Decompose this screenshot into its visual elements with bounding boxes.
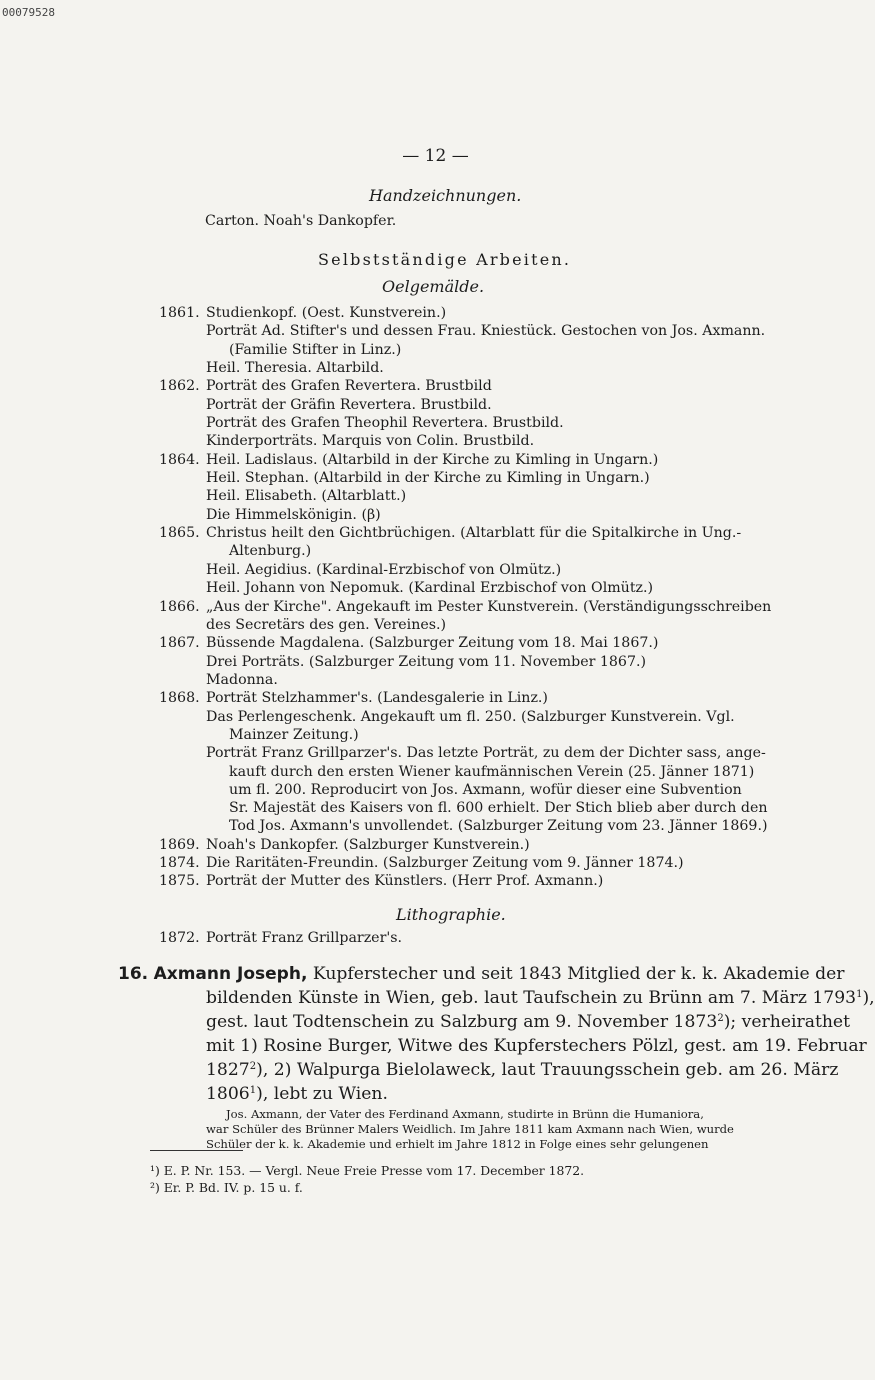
small-text-line: Jos. Axmann, der Vater des Ferdinand Axmann, studirte in Brünn die Humaniora, [226, 1107, 704, 1121]
entry-text: ), [862, 988, 875, 1008]
entry-line: Sr. Majestät des Kaisers von fl. 600 erhielt. Der Stich blieb aber durch den [229, 800, 768, 816]
year-label: 1868. [159, 690, 200, 706]
entry-line: Büssende Magdalena. (Salzburger Zeitung vom 18. Mai 1867.) [206, 635, 659, 651]
entry-line: (Familie Stifter in Linz.) [229, 342, 402, 358]
year-label: 1874. [159, 855, 200, 871]
footnote-ref: 2 [717, 1013, 724, 1024]
entry-number: 16. [118, 964, 149, 984]
archive-stamp: 00079528 [2, 6, 55, 19]
entry-line: Porträt Franz Grillparzer's. [206, 930, 403, 946]
entry-line: Porträt des Grafen Theophil Revertera. Brustbild. [206, 415, 564, 431]
small-text-line: Schüler der k. k. Akademie und erhielt im Jahre 1812 in Folge eines sehr gelungenen [206, 1137, 709, 1151]
year-label: 1866. [159, 599, 200, 615]
entry-line: um fl. 200. Reproducirt von Jos. Axmann, wofür dieser eine Subvention [229, 782, 742, 798]
entry-line: Altenburg.) [229, 543, 312, 559]
entry-text: mit 1) Rosine Burger, Witwe des Kupferstechers Pölzl, gest. am 19. Februar [206, 1036, 867, 1056]
entry-16-line-4 [206, 1035, 867, 1057]
entry-line: Kinderporträts. Marquis von Colin. Brustbild. [206, 433, 535, 449]
entry-line: Heil. Stephan. (Altarbild in der Kirche zu Kimling in Ungarn.) [206, 470, 650, 486]
entry-line: Heil. Ladislaus. (Altarbild in der Kirche zu Kimling in Ungarn.) [206, 452, 659, 468]
entry-16-line-1 [118, 963, 845, 985]
entry-line: Die Himmelskönigin. (β) [206, 507, 381, 523]
year-label: 1875. [159, 873, 200, 889]
entry-line: Porträt der Mutter des Künstlers. (Herr Prof. Axmann.) [206, 873, 604, 889]
year-label: 1867. [159, 635, 200, 651]
entry-line: kauft durch den ersten Wiener kaufmännischen Verein (25. Jänner 1871) [229, 764, 755, 780]
small-text-line: war Schüler des Brünner Malers Weidlich. Im Jahre 1811 kam Axmann nach Wien, wurde [206, 1122, 734, 1136]
entry-line: Madonna. [206, 672, 278, 688]
entry-text: 1827 [206, 1060, 250, 1080]
entry-line: Porträt des Grafen Revertera. Brustbild [206, 378, 492, 394]
entry-line: Heil. Johann von Nepomuk. (Kardinal Erzbischof von Olmütz.) [206, 580, 654, 596]
entry-16-line-6 [206, 1083, 388, 1105]
entry-name: Axmann Joseph, [153, 964, 308, 984]
heading-oelgemaelde: Oelgemälde. [382, 277, 485, 296]
heading-handzeichnungen: Handzeichnungen. [369, 186, 522, 205]
entry-text: Kupferstecher und seit 1843 Mitglied der k. k. Akademie der [312, 964, 845, 984]
entry-text: ); verheirathet [723, 1012, 851, 1032]
page-number: — 12 — [402, 146, 469, 166]
entry-16-line-3 [206, 1011, 850, 1033]
footnote-rule [150, 1150, 243, 1151]
entry-line: Porträt Stelzhammer's. (Landesgalerie in Linz.) [206, 690, 548, 706]
entry-line: Porträt Ad. Stifter's und dessen Frau. Kniestück. Gestochen von Jos. Axmann. [206, 323, 766, 339]
entry-line: Porträt der Gräfin Revertera. Brustbild. [206, 397, 492, 413]
heading-selbststaendige: Selbstständige Arbeiten. [318, 250, 572, 269]
year-label: 1865. [159, 525, 200, 541]
carton-line: Carton. Noah's Dankopfer. [205, 213, 397, 229]
entry-line: Noah's Dankopfer. (Salzburger Kunstverein.) [206, 837, 530, 853]
year-label: 1872. [159, 930, 200, 946]
entry-text: ), 2) Walpurga Bielolaweck, laut Trauungsschein geb. am 26. März [256, 1060, 839, 1080]
footnote-ref: 1 [249, 1085, 257, 1096]
entry-line: „Aus der Kirche". Angekauft im Pester Kunstverein. (Verständigungsschreiben [206, 599, 772, 615]
footnote-ref: 1 [856, 989, 863, 1000]
entry-line: Mainzer Zeitung.) [229, 727, 359, 743]
heading-lithographie: Lithographie. [396, 905, 506, 924]
year-label: 1861. [159, 305, 200, 321]
entry-text: ), lebt zu Wien. [256, 1084, 388, 1104]
entry-16-line-2 [206, 987, 875, 1009]
entry-line: des Secretärs des gen. Vereines.) [206, 617, 447, 633]
entry-line: Tod Jos. Axmann's unvollendet. (Salzburger Zeitung vom 23. Jänner 1869.) [229, 818, 768, 834]
entry-text: bildenden Künste in Wien, geb. laut Taufschein zu Brünn am 7. März 1793 [206, 988, 857, 1008]
entry-line: Studienkopf. (Oest. Kunstverein.) [206, 305, 447, 321]
year-label: 1864. [159, 452, 200, 468]
entry-line: Die Raritäten-Freundin. (Salzburger Zeitung vom 9. Jänner 1874.) [206, 855, 684, 871]
entry-line: Heil. Theresia. Altarbild. [206, 360, 384, 376]
entry-line: Porträt Franz Grillparzer's. Das letzte Porträt, zu dem der Dichter sass, ange- [206, 745, 766, 761]
footnote: ¹) E. P. Nr. 153. — Vergl. Neue Freie Presse vom 17. December 1872. [150, 1163, 585, 1178]
entry-line: Heil. Elisabeth. (Altarblatt.) [206, 488, 407, 504]
entry-line: Christus heilt den Gichtbrüchigen. (Altarblatt für die Spitalkirche in Ung.- [206, 525, 742, 541]
entry-line: Heil. Aegidius. (Kardinal-Erzbischof von Olmütz.) [206, 562, 562, 578]
entry-text: gest. laut Todtenschein zu Salzburg am 9. November 1873 [206, 1012, 718, 1032]
entry-line: Das Perlengeschenk. Angekauft um fl. 250. (Salzburger Kunstverein. Vgl. [206, 709, 735, 725]
entry-text: 1806 [206, 1084, 250, 1104]
entry-line: Drei Porträts. (Salzburger Zeitung vom 11. November 1867.) [206, 654, 647, 670]
footnote: ²) Er. P. Bd. IV. p. 15 u. f. [150, 1180, 303, 1195]
footnote-ref: 2 [249, 1061, 257, 1072]
entry-16-line-5 [206, 1059, 838, 1081]
year-label: 1862. [159, 378, 200, 394]
year-label: 1869. [159, 837, 200, 853]
